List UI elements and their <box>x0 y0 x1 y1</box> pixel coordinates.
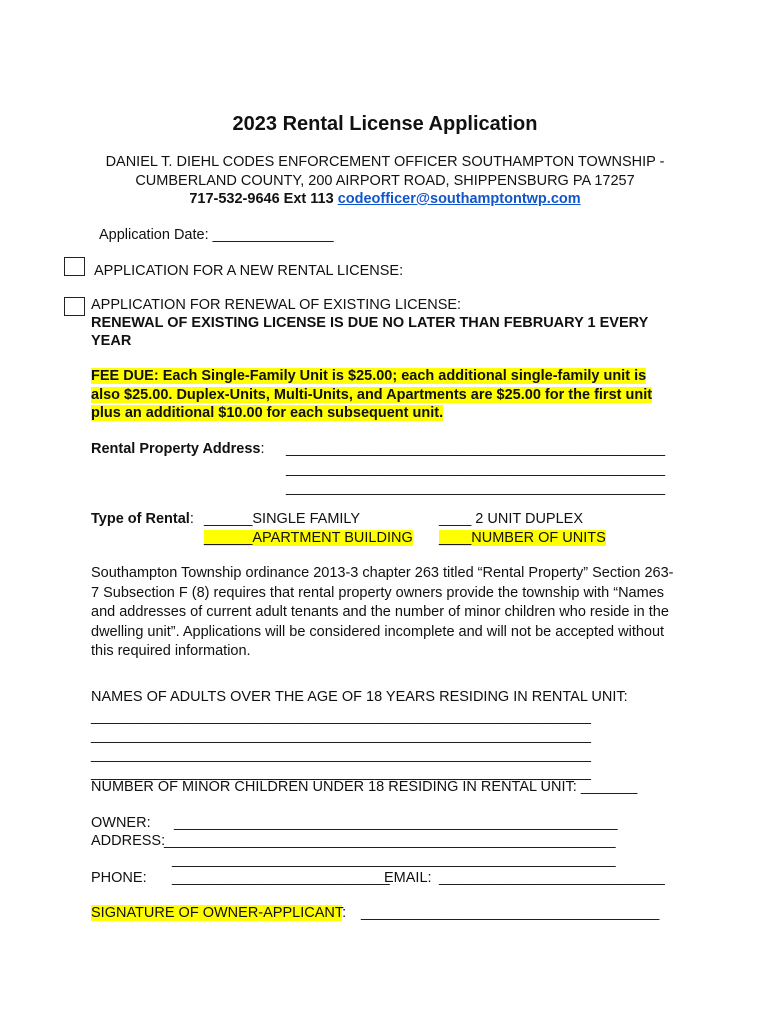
email-field[interactable]: ____________________________ <box>439 870 665 886</box>
rental-type-label: Type of Rental: <box>91 511 194 527</box>
single-family-option[interactable]: ______SINGLE FAMILY <box>204 511 361 527</box>
renewal-note-1: RENEWAL OF EXISTING LICENSE IS DUE NO LATER THAN FEBRUARY 1 EVERY <box>91 315 649 331</box>
renewal-note-2: YEAR <box>91 333 132 349</box>
adults-field-1[interactable]: ______________________________________________________________ <box>91 709 591 725</box>
renewal-label: APPLICATION FOR RENEWAL OF EXISTING LICENSE: <box>91 297 462 313</box>
new-license-label: APPLICATION FOR A NEW RENTAL LICENSE: <box>94 263 404 279</box>
rental-address-field-3[interactable]: _______________________________________________ <box>286 480 666 496</box>
address-label: ADDRESS: <box>91 833 166 849</box>
page-title: 2023 Rental License Application <box>232 113 538 135</box>
header-contact <box>0 190 770 209</box>
email-label: EMAIL: <box>384 870 432 886</box>
application-date: Application Date: _______________ <box>99 227 334 243</box>
renewal-checkbox[interactable] <box>64 297 85 316</box>
number-of-units-option[interactable]: ____NUMBER OF UNITS <box>439 530 606 546</box>
adults-field-3[interactable]: ______________________________________________________________ <box>91 747 591 763</box>
adults-field-4[interactable]: ______________________________________________________________ <box>91 765 591 781</box>
rental-address-field-2[interactable]: _______________________________________________ <box>286 461 666 477</box>
fee-line-3: plus an additional $10.00 for each subsequent unit. <box>91 405 444 421</box>
adults-label: NAMES OF ADULTS OVER THE AGE OF 18 YEARS RESIDING IN RENTAL UNIT: <box>91 689 628 705</box>
signature-label: SIGNATURE OF OWNER-APPLICANT: <box>91 905 347 921</box>
header-line-2: CUMBERLAND COUNTY, 200 AIRPORT ROAD, SHIPPENSBURG PA 17257 <box>135 173 635 189</box>
duplex-option[interactable]: ____ 2 UNIT DUPLEX <box>439 511 583 527</box>
owner-label: OWNER: <box>91 815 151 831</box>
owner-field[interactable]: _______________________________________________________ <box>174 815 618 831</box>
ordinance-paragraph: Southampton Township ordinance 2013-3 chapter 263 titled “Rental Property” Section 263-7 Subsection F (8) requires that rental property owners provide the township with “Names and addresses of current adult tenants and the number of minor children who reside in the dwelling unit”. Applications will be considered incomplete and will not be accepted without this required information. <box>91 565 674 659</box>
rental-address-label: Rental Property Address: <box>91 441 265 457</box>
adults-field-2[interactable]: ______________________________________________________________ <box>91 728 591 744</box>
minor-children-line[interactable]: NUMBER OF MINOR CHILDREN UNDER 18 RESIDING IN RENTAL UNIT: _______ <box>91 779 638 795</box>
owner-address-field-1[interactable]: ________________________________________________________ <box>164 833 616 849</box>
phone-label: PHONE: <box>91 870 147 886</box>
header-line-1: DANIEL T. DIEHL CODES ENFORCEMENT OFFICER SOUTHAMPTON TOWNSHIP - <box>105 154 665 170</box>
phone-field[interactable]: ___________________________ <box>172 870 390 886</box>
new-license-checkbox[interactable] <box>64 257 85 276</box>
phone-number: 717-532-9646 Ext 113 <box>189 191 334 207</box>
fee-line-1: FEE DUE: Each Single-Family Unit is $25.00; each additional single-family unit is <box>91 368 647 384</box>
rental-address-field-1[interactable]: _______________________________________________ <box>286 441 666 457</box>
fee-line-2: also $25.00. Duplex-Units, Multi-Units, and Apartments are $25.00 for the first unit <box>91 387 653 403</box>
owner-address-field-2[interactable]: _______________________________________________________ <box>172 852 616 868</box>
email-link[interactable]: codeofficer@southamptontwp.com <box>337 191 581 207</box>
apartment-option[interactable]: ______APARTMENT BUILDING <box>204 530 413 546</box>
signature-field[interactable]: _____________________________________ <box>361 905 660 921</box>
